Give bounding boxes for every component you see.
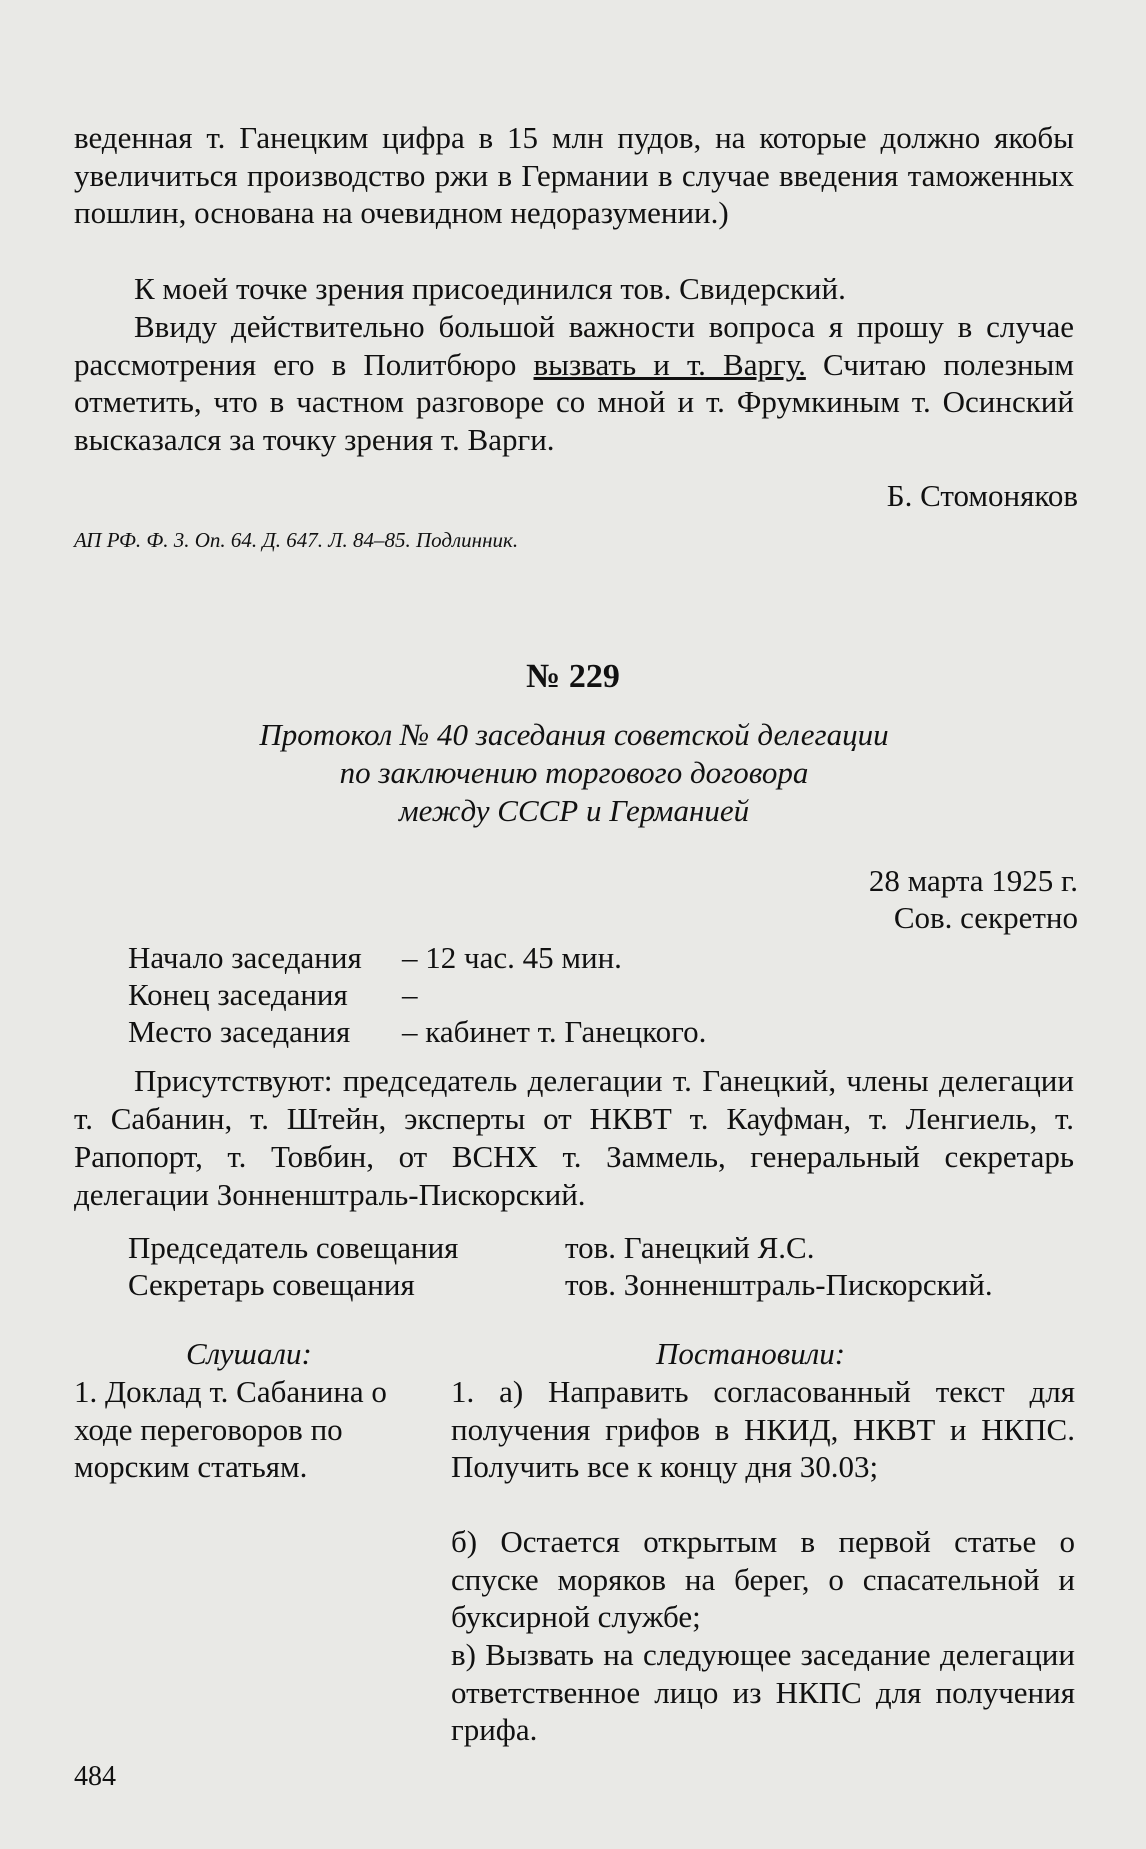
- document-number: № 229: [526, 658, 620, 695]
- title-line-2: по заключению торгового договора: [339, 755, 809, 790]
- meta-end: [128, 976, 418, 1013]
- title-line-3: между СССР и Германией: [398, 793, 750, 828]
- meta-place-label: Место заседания: [128, 1014, 351, 1049]
- meta-end-value: –: [402, 977, 418, 1012]
- meta-end-label: Конец заседания: [128, 977, 348, 1012]
- signature: Б. Стомоняков: [886, 478, 1078, 513]
- heard-item: 1. Доклад т. Сабанина о ходе переговоров по морским статьям.: [74, 1374, 387, 1484]
- intro-paragraph-1: веденная т. Ганецким цифра в 15 млн пудов, на которые должно якобы увеличиться производство ржи в Германии в случае введения таможенных пошлин, основана на очевидном недоразумении.): [74, 120, 1074, 231]
- meta-place-value: – кабинет т. Ганецкого.: [402, 1014, 707, 1049]
- secretary-value: тов. Зонненштраль-Пискорский.: [565, 1267, 993, 1302]
- decision-b-text: б) Остается открытым в первой статье о спуске моряков на берег, о спасательной и буксирной службе;: [451, 1524, 1075, 1634]
- decided-header: Постановили:: [656, 1336, 846, 1371]
- chairman-value: тов. Ганецкий Я.С.: [565, 1230, 815, 1265]
- intro-paragraph-3-start: Ввиду действительно большой важности вопроса я прошу в случае рассмотрения его в Политбюро: [74, 309, 1074, 382]
- attendees-paragraph: Присутствуют: председатель делегации т. Ганецкий, члены делегации т. Сабанин, т. Штейн, эксперты от НКВТ т. Кауфман, т. Ленгиель, т. Рапопорт, т. Товбин, от ВСНХ т. Заммель, генеральный секретарь делегации Зонненштраль-Пискорский.: [74, 1063, 1074, 1212]
- underlined-request: вызвать и т. Варгу.: [533, 346, 806, 382]
- title-line-1: Протокол № 40 заседания советской делегации: [259, 717, 889, 752]
- decision-c: [451, 1636, 1075, 1749]
- chairman-row: [128, 1229, 815, 1266]
- decision-a-text: 1. а) Направить согласованный текст для получения грифов в НКИД, НКВТ и НКПС. Получить все к концу дня 30.03;: [451, 1374, 1075, 1484]
- meta-start-value: – 12 час. 45 мин.: [402, 940, 622, 975]
- chairman-label: Председатель совещания: [128, 1230, 459, 1265]
- meta-start-label: Начало заседания: [128, 940, 362, 975]
- meta-place: [128, 1013, 707, 1050]
- classification-label: Сов. секретно: [893, 900, 1078, 935]
- intro-paragraph-3-end: Считаю полезным отметить, что в частном разговоре со мной и т. Фрумкиным т. Осинский высказался за точку зрения т. Варги.: [74, 346, 1074, 457]
- document-title: [74, 716, 1074, 830]
- secretary-row: [128, 1266, 993, 1303]
- secretary-label: Секретарь совещания: [128, 1267, 415, 1302]
- intro-paragraph-3: [74, 308, 1074, 458]
- intro-paragraph-2: К моей точке зрения присоединился тов. Свидерский.: [134, 271, 846, 306]
- date-and-classification: [869, 862, 1078, 936]
- decision-c-text: в) Вызвать на следующее заседание делегации ответственное лицо из НКПС для получения грифа.: [451, 1637, 1075, 1747]
- document-date: 28 марта 1925 г.: [868, 863, 1078, 898]
- meta-start: [128, 939, 622, 976]
- heard-header: Слушали:: [186, 1336, 312, 1371]
- page-number: 484: [74, 1761, 116, 1792]
- decision-a: [451, 1373, 1075, 1486]
- decision-b: [451, 1523, 1075, 1636]
- archive-source: АП РФ. Ф. 3. Оп. 64. Д. 647. Л. 84–85. Подлинник.: [74, 528, 519, 552]
